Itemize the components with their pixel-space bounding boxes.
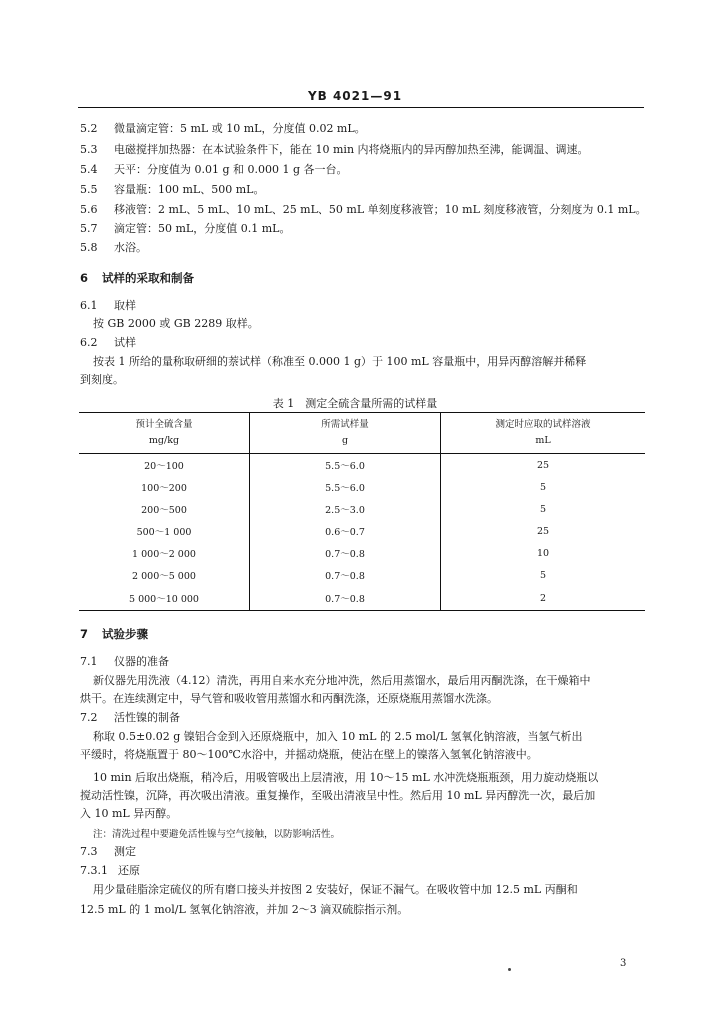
subsection-title: 还原 <box>118 864 140 877</box>
subsection-number: 7.1 <box>80 655 98 668</box>
table-row <box>79 586 645 611</box>
table-row <box>79 476 645 498</box>
scan-speck <box>508 968 511 971</box>
table-row <box>79 520 645 542</box>
table-row <box>79 498 645 520</box>
table-row <box>79 454 645 477</box>
paragraph-7-1-line-2: 烘干。在连续测定中，导气管和吸收管用蒸馏水和丙酮洗涤，还原烧瓶用蒸馏水洗涤。 <box>80 692 498 705</box>
table-cell: 5.5～6.0 <box>250 476 441 498</box>
item-number: 5.2 <box>80 122 98 135</box>
heading-text: 试样的采取和制备 <box>102 271 194 285</box>
heading-number: 6 <box>80 271 89 285</box>
item-5-2 <box>80 122 366 136</box>
subsection-number: 7.3 <box>80 845 98 858</box>
table-cell: 0.7～0.8 <box>250 586 441 611</box>
table-cell: 25 <box>441 520 646 542</box>
item-text: 电磁搅拌加热器：在本试验条件下，能在 10 min 内将烧瓶内的异丙醇加热至沸，能调温、调速。 <box>114 143 589 156</box>
table-cell: 2.5～3.0 <box>250 498 441 520</box>
section-6-heading <box>80 271 194 285</box>
heading-text: 试验步骤 <box>102 627 148 641</box>
item-5-3 <box>80 143 589 157</box>
paragraph-6-1: 按 GB 2000 或 GB 2289 取样。 <box>93 317 259 330</box>
subsection-title: 取样 <box>114 299 136 312</box>
item-5-8 <box>80 241 147 255</box>
table-cell: 5.5～6.0 <box>250 454 441 477</box>
item-number: 5.5 <box>80 183 98 196</box>
item-5-7 <box>80 222 290 236</box>
note: 注：清洗过程中要避免活性镍与空气接触，以防影响活性。 <box>93 829 341 840</box>
table-cell: 500～1 000 <box>136 527 192 538</box>
table-cell: 2 000～5 000 <box>132 571 196 582</box>
heading-number: 7 <box>80 627 89 641</box>
paragraph-7-2-1-line-2: 平缓时，将烧瓶置于 80～100℃水浴中，并摇动烧瓶，使沾在壁上的镍落入氢氧化钠溶液中。 <box>80 748 538 761</box>
table-cell: 0.7～0.8 <box>250 564 441 586</box>
subsection-number: 6.2 <box>80 336 98 349</box>
table-cell: 25 <box>441 454 646 477</box>
table-cell: 20～100 <box>144 461 184 472</box>
paragraph-7-2-2-line-2: 搅动活性镍，沉降，再次吸出清液。重复操作，至吸出清液呈中性。然后用 10 mL 异丙醇洗一次，最后加 <box>80 789 596 802</box>
paragraph-7-1-line-1: 新仪器先用洗液（4.12）清洗，再用自来水充分地冲洗，然后用蒸馏水，最后用丙酮洗涤，在干燥箱中 <box>93 674 591 687</box>
paragraph-7-3-1-line-2: 12.5 mL 的 1 mol/L 氢氧化钠溶液，并加 2～3 滴双硫腙指示剂。 <box>80 903 409 916</box>
item-text: 容量瓶：100 mL、500 mL。 <box>114 183 265 196</box>
column-header-sample-mass: 所需试样量 g <box>250 413 441 454</box>
paragraph-7-2-2-line-1: 10 min 后取出烧瓶，稍冷后，用吸管吸出上层清液，用 10～15 mL 水冲洗烧瓶瓶颈，用力旋动烧瓶以 <box>93 771 599 784</box>
table-row <box>79 542 645 564</box>
subsection-6-1 <box>80 299 136 313</box>
paragraph-6-2-line-1: 按表 1 所给的量称取研细的萘试样（称准至 0.000 1 g）于 100 mL 容量瓶中，用异丙醇溶解并稀释 <box>93 355 587 368</box>
subsection-7-1 <box>80 655 169 669</box>
column-header-solution-volume: 测定时应取的试样溶液 mL <box>441 413 646 454</box>
table-caption: 表 1 测定全硫含量所需的试样量 <box>272 397 438 410</box>
page-number: 3 <box>620 958 627 969</box>
table-cell: 1 000～2 000 <box>132 549 196 560</box>
subsection-title: 仪器的准备 <box>114 655 169 668</box>
page-header-code: YB 4021—91 <box>307 89 403 103</box>
paragraph-7-2-2-line-3: 入 10 mL 异丙醇。 <box>80 807 178 820</box>
column-header-sulfur-content: 预计全硫含量 mg/kg <box>79 413 250 454</box>
item-5-4 <box>80 163 348 177</box>
item-text: 微量滴定管：5 mL 或 10 mL，分度值 0.02 mL。 <box>114 122 366 135</box>
item-number: 5.6 <box>80 203 98 216</box>
table-cell: 0.7～0.8 <box>250 542 441 564</box>
table-cell: 5 <box>441 476 646 498</box>
item-number: 5.7 <box>80 222 98 235</box>
item-text: 滴定管：50 mL，分度值 0.1 mL。 <box>114 222 291 235</box>
subsection-6-2 <box>80 336 136 350</box>
table-row <box>79 564 645 586</box>
table-cell: 100～200 <box>141 483 187 494</box>
subsection-number: 6.1 <box>80 299 98 312</box>
subsection-title: 测定 <box>114 845 136 858</box>
table-cell: 5 000～10 000 <box>79 586 250 611</box>
subsection-title: 试样 <box>114 336 136 349</box>
subsection-number: 7.2 <box>80 711 98 724</box>
section-7-heading <box>80 627 148 641</box>
table-cell: 2 <box>441 586 646 611</box>
subsection-number: 7.3.1 <box>80 864 108 877</box>
subsection-title: 活性镍的制备 <box>114 711 180 724</box>
table-cell: 5 <box>441 564 646 586</box>
subsection-7-2 <box>80 711 180 725</box>
paragraph-7-3-1-line-1: 用少量硅脂涂定硫仪的所有磨口接头并按图 2 安装好，保证不漏气。在吸收管中加 12.5 mL 丙酮和 <box>93 883 578 896</box>
sample-quantity-table <box>79 412 645 611</box>
item-text: 水浴。 <box>114 241 147 254</box>
item-number: 5.3 <box>80 143 98 156</box>
table-cell: 200～500 <box>141 505 187 516</box>
item-text: 天平：分度值为 0.01 g 和 0.000 1 g 各一台。 <box>114 163 348 176</box>
item-text: 移液管：2 mL、5 mL、10 mL、25 mL、50 mL 单刻度移液管；10 mL 刻度移液管，分刻度为 0.1 mL。 <box>114 203 647 216</box>
subsection-7-3-1 <box>80 864 140 878</box>
item-5-5 <box>80 183 264 197</box>
table-header-row <box>79 413 645 454</box>
table-cell: 10 <box>441 542 646 564</box>
header-rule <box>78 107 644 108</box>
item-number: 5.8 <box>80 241 98 254</box>
item-number: 5.4 <box>80 163 98 176</box>
paragraph-7-2-1-line-1: 称取 0.5±0.02 g 镍铝合金到入还原烧瓶中，加入 10 mL 的 2.5 mol/L 氢氧化钠溶液，当氢气析出 <box>93 730 583 743</box>
subsection-7-3 <box>80 845 136 859</box>
table-cell: 5 <box>441 498 646 520</box>
paragraph-6-2-line-2: 到刻度。 <box>80 373 124 386</box>
item-5-6 <box>80 203 647 217</box>
table-cell: 0.6～0.7 <box>250 520 441 542</box>
